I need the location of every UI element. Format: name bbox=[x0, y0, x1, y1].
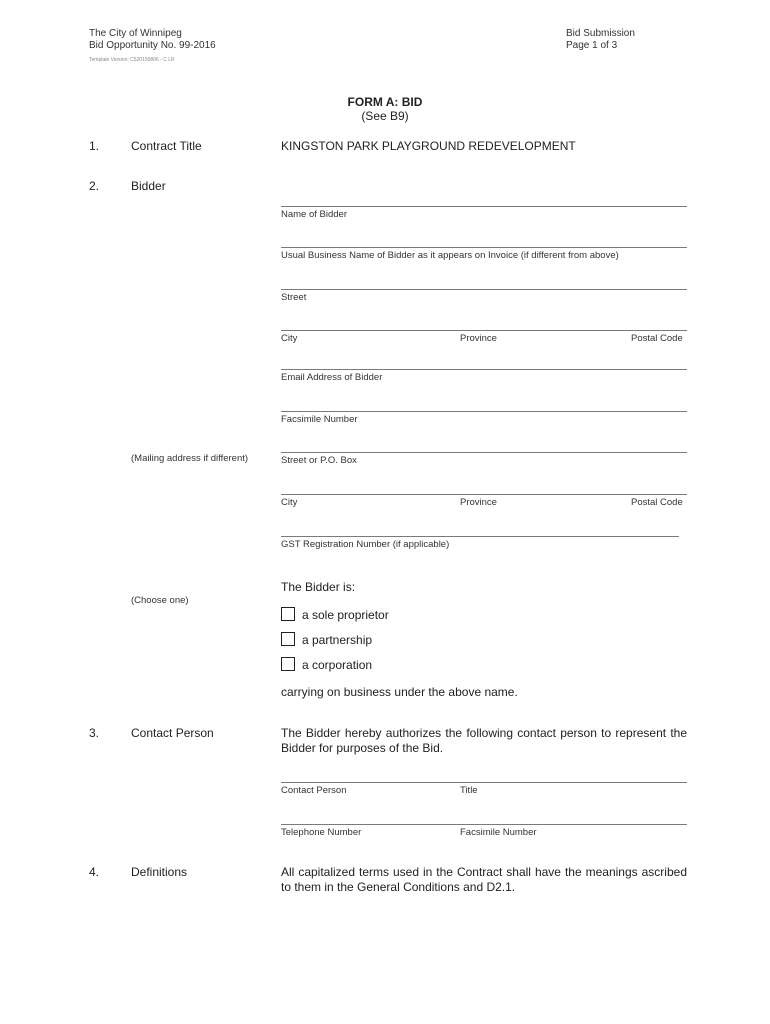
section-1-label: Contract Title bbox=[131, 139, 202, 153]
partnership-label: a partnership bbox=[302, 633, 373, 647]
section-1-number: 1. bbox=[89, 139, 100, 153]
definitions-text: All capitalized terms used in the Contract shall have the meanings ascribed to them in the General Conditions and D2.1. bbox=[281, 865, 687, 894]
mailing-province-caption: Province bbox=[460, 497, 497, 508]
business-name-caption: Usual Business Name of Bidder as it appears on Invoice (if different from above) bbox=[281, 250, 619, 261]
section-3-number: 3. bbox=[89, 726, 100, 740]
contact-phone-field[interactable] bbox=[281, 824, 687, 825]
section-2-label: Bidder bbox=[131, 179, 166, 193]
choose-one-note: (Choose one) bbox=[131, 595, 189, 606]
fax-field[interactable] bbox=[281, 411, 687, 412]
contact-fax-caption: Facsimile Number bbox=[460, 827, 537, 838]
section-3-label: Contact Person bbox=[131, 726, 214, 740]
email-caption: Email Address of Bidder bbox=[281, 372, 383, 383]
header-page-number: Page 1 of 3 bbox=[566, 40, 618, 51]
header-bid-number: Bid Opportunity No. 99-2016 bbox=[89, 40, 216, 51]
po-box-caption: Street or P.O. Box bbox=[281, 455, 357, 466]
header-org: The City of Winnipeg bbox=[89, 28, 182, 39]
mailing-postal-code-caption: Postal Code bbox=[631, 497, 683, 508]
template-version: Template Version: C520150806 - C LR bbox=[89, 57, 175, 63]
contact-person-field[interactable] bbox=[281, 782, 687, 783]
bidder-type-heading: The Bidder is: bbox=[281, 580, 356, 594]
postal-code-caption: Postal Code bbox=[631, 333, 683, 344]
section-4-label: Definitions bbox=[131, 865, 188, 879]
street-field[interactable] bbox=[281, 289, 687, 290]
mailing-city-province-postal-field[interactable] bbox=[281, 494, 687, 495]
gst-caption: GST Registration Number (if applicable) bbox=[281, 539, 450, 550]
contract-title-value: KINGSTON PARK PLAYGROUND REDEVELOPMENT bbox=[281, 139, 576, 153]
street-caption: Street bbox=[281, 292, 307, 303]
form-title: FORM A: BID bbox=[347, 95, 423, 109]
contact-person-caption: Contact Person bbox=[281, 785, 347, 796]
province-caption: Province bbox=[460, 333, 497, 344]
fax-caption: Facsimile Number bbox=[281, 414, 358, 425]
city-province-postal-field[interactable] bbox=[281, 330, 687, 331]
po-box-field[interactable] bbox=[281, 452, 687, 453]
section-2-number: 2. bbox=[89, 179, 100, 193]
sole-proprietor-label: a sole proprietor bbox=[302, 608, 389, 622]
contact-title-caption: Title bbox=[460, 785, 478, 796]
corporation-label: a corporation bbox=[302, 658, 373, 672]
bidder-name-caption: Name of Bidder bbox=[281, 209, 348, 220]
contact-person-text: The Bidder hereby authorizes the following contact person to represent the Bidder for purposes of the Bid. bbox=[281, 726, 687, 755]
corporation-checkbox[interactable] bbox=[281, 657, 295, 671]
business-name-field[interactable] bbox=[281, 247, 687, 248]
bidder-type-footer: carrying on business under the above name. bbox=[281, 685, 518, 699]
section-4-number: 4. bbox=[89, 865, 100, 879]
bidder-name-field[interactable] bbox=[281, 206, 687, 207]
header-doc-type: Bid Submission bbox=[566, 28, 635, 39]
sole-proprietor-checkbox[interactable] bbox=[281, 607, 295, 621]
partnership-checkbox[interactable] bbox=[281, 632, 295, 646]
mailing-city-caption: City bbox=[281, 497, 298, 508]
form-subtitle: (See B9) bbox=[361, 109, 409, 123]
gst-field[interactable] bbox=[281, 536, 679, 537]
mailing-address-note: (Mailing address if different) bbox=[131, 453, 249, 464]
telephone-caption: Telephone Number bbox=[281, 827, 362, 838]
email-field[interactable] bbox=[281, 369, 687, 370]
city-caption: City bbox=[281, 333, 298, 344]
